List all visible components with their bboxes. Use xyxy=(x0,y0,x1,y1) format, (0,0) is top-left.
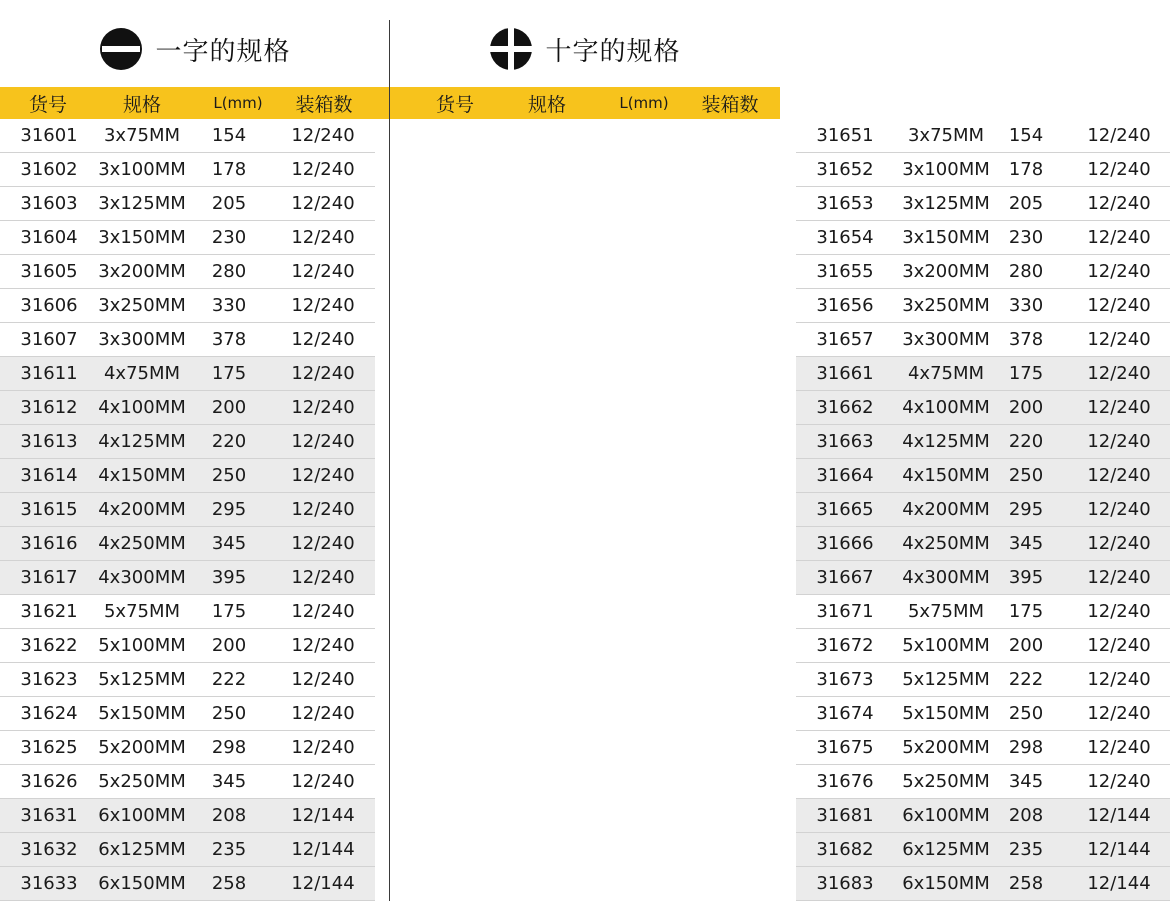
cell-carton-qty: 12/240 xyxy=(291,125,355,146)
cell-item-no: 31602 xyxy=(20,159,78,180)
cell-carton-qty: 12/240 xyxy=(1087,771,1151,792)
cell-item-no: 31605 xyxy=(20,261,78,282)
table-row xyxy=(796,357,1170,391)
table-row xyxy=(796,119,1170,153)
cell-spec: 5x150MM xyxy=(98,703,186,724)
cell-length: 250 xyxy=(211,703,247,724)
table-row xyxy=(796,323,1170,357)
cell-item-no: 31667 xyxy=(816,567,874,588)
cell-spec: 3x300MM xyxy=(902,329,990,350)
table-row xyxy=(796,799,1170,833)
cell-carton-qty: 12/240 xyxy=(291,159,355,180)
table-row xyxy=(796,459,1170,493)
cell-spec: 3x100MM xyxy=(98,159,186,180)
cell-item-no: 31604 xyxy=(20,227,78,248)
cell-item-no: 31614 xyxy=(20,465,78,486)
cell-carton-qty: 12/240 xyxy=(1087,363,1151,384)
cell-carton-qty: 12/240 xyxy=(1087,737,1151,758)
cell-item-no: 31664 xyxy=(816,465,874,486)
table-row xyxy=(796,867,1170,901)
header-item-no: 货号 xyxy=(435,93,475,116)
cell-length: 330 xyxy=(1008,295,1044,316)
cell-spec: 4x100MM xyxy=(98,397,186,418)
cell-spec: 3x200MM xyxy=(902,261,990,282)
cell-spec: 4x125MM xyxy=(98,431,186,452)
cell-length: 200 xyxy=(1008,397,1044,418)
cell-length: 230 xyxy=(1008,227,1044,248)
cell-item-no: 31661 xyxy=(816,363,874,384)
table-row xyxy=(796,833,1170,867)
cell-carton-qty: 12/144 xyxy=(1087,805,1151,826)
table-row xyxy=(796,595,1170,629)
cell-spec: 5x100MM xyxy=(902,635,990,656)
cell-carton-qty: 12/240 xyxy=(1087,431,1151,452)
cell-carton-qty: 12/240 xyxy=(291,295,355,316)
table-row xyxy=(796,255,1170,289)
cell-item-no: 31674 xyxy=(816,703,874,724)
table-row xyxy=(0,731,375,765)
cell-carton-qty: 12/144 xyxy=(1087,839,1151,860)
cell-item-no: 31666 xyxy=(816,533,874,554)
table-row xyxy=(796,425,1170,459)
table-row xyxy=(0,187,375,221)
phillips-header-row xyxy=(390,87,780,119)
cell-item-no: 31621 xyxy=(20,601,78,622)
table-row xyxy=(0,459,375,493)
cell-length: 330 xyxy=(211,295,247,316)
cell-item-no: 31663 xyxy=(816,431,874,452)
table-row xyxy=(796,153,1170,187)
cell-length: 395 xyxy=(211,567,247,588)
header-spec: 规格 xyxy=(122,93,162,116)
cell-spec: 6x125MM xyxy=(902,839,990,860)
table-row xyxy=(0,289,375,323)
cell-spec: 6x150MM xyxy=(902,873,990,894)
cell-length: 175 xyxy=(1008,363,1044,384)
cell-item-no: 31633 xyxy=(20,873,78,894)
cell-length: 222 xyxy=(211,669,247,690)
table-row xyxy=(796,187,1170,221)
cell-spec: 5x250MM xyxy=(902,771,990,792)
cell-spec: 3x75MM xyxy=(907,125,985,146)
cell-carton-qty: 12/240 xyxy=(291,465,355,486)
cell-carton-qty: 12/240 xyxy=(291,363,355,384)
cell-length: 205 xyxy=(1008,193,1044,214)
table-row xyxy=(0,527,375,561)
cell-item-no: 31652 xyxy=(816,159,874,180)
table-row xyxy=(0,493,375,527)
table-row xyxy=(796,221,1170,255)
cell-spec: 5x125MM xyxy=(902,669,990,690)
cell-length: 230 xyxy=(211,227,247,248)
cell-spec: 3x150MM xyxy=(98,227,186,248)
table-row xyxy=(0,697,375,731)
table-row xyxy=(796,629,1170,663)
cell-item-no: 31654 xyxy=(816,227,874,248)
table-row xyxy=(796,663,1170,697)
cell-item-no: 31622 xyxy=(20,635,78,656)
cell-length: 208 xyxy=(1008,805,1044,826)
cell-carton-qty: 12/240 xyxy=(291,669,355,690)
table-row xyxy=(0,323,375,357)
cell-spec: 5x125MM xyxy=(98,669,186,690)
table-row xyxy=(0,867,375,901)
cell-item-no: 31655 xyxy=(816,261,874,282)
cell-length: 175 xyxy=(1008,601,1044,622)
cell-spec: 5x100MM xyxy=(98,635,186,656)
cell-spec: 4x250MM xyxy=(902,533,990,554)
cell-item-no: 31611 xyxy=(20,363,78,384)
cell-carton-qty: 12/144 xyxy=(291,873,355,894)
cell-spec: 4x150MM xyxy=(98,465,186,486)
cell-spec: 3x300MM xyxy=(98,329,186,350)
table-row xyxy=(796,731,1170,765)
cell-length: 298 xyxy=(211,737,247,758)
cell-item-no: 31625 xyxy=(20,737,78,758)
cell-spec: 4x300MM xyxy=(98,567,186,588)
cell-carton-qty: 12/144 xyxy=(291,839,355,860)
table-row xyxy=(0,765,375,799)
cell-carton-qty: 12/240 xyxy=(291,329,355,350)
phillips-title-text: 十字的规格 xyxy=(545,36,681,67)
cell-length: 200 xyxy=(211,397,247,418)
cell-length: 395 xyxy=(1008,567,1044,588)
header-carton-qty: 装箱数 xyxy=(701,93,759,116)
table-row xyxy=(0,221,375,255)
cell-length: 258 xyxy=(1008,873,1044,894)
cell-spec: 4x200MM xyxy=(98,499,186,520)
cell-carton-qty: 12/240 xyxy=(1087,227,1151,248)
cell-length: 345 xyxy=(1008,533,1044,554)
cell-spec: 4x300MM xyxy=(902,567,990,588)
flathead-slot-icon xyxy=(99,27,143,71)
cell-carton-qty: 12/144 xyxy=(1087,873,1151,894)
cell-length: 220 xyxy=(211,431,247,452)
table-row xyxy=(0,833,375,867)
cell-carton-qty: 12/240 xyxy=(291,261,355,282)
cell-carton-qty: 12/240 xyxy=(1087,465,1151,486)
cell-carton-qty: 12/240 xyxy=(291,227,355,248)
cell-spec: 5x75MM xyxy=(103,601,181,622)
cell-carton-qty: 12/240 xyxy=(291,771,355,792)
cell-carton-qty: 12/240 xyxy=(291,567,355,588)
cell-spec: 3x200MM xyxy=(98,261,186,282)
cell-carton-qty: 12/240 xyxy=(291,737,355,758)
cell-length: 280 xyxy=(211,261,247,282)
table-row xyxy=(796,697,1170,731)
cell-length: 175 xyxy=(211,363,247,384)
cell-item-no: 31623 xyxy=(20,669,78,690)
cell-length: 250 xyxy=(1008,703,1044,724)
cell-length: 378 xyxy=(1008,329,1044,350)
cell-spec: 4x125MM xyxy=(902,431,990,452)
cell-carton-qty: 12/240 xyxy=(1087,295,1151,316)
cell-item-no: 31657 xyxy=(816,329,874,350)
cell-item-no: 31672 xyxy=(816,635,874,656)
cell-item-no: 31612 xyxy=(20,397,78,418)
cell-spec: 4x75MM xyxy=(907,363,985,384)
cell-carton-qty: 12/240 xyxy=(1087,635,1151,656)
cell-spec: 6x125MM xyxy=(98,839,186,860)
cell-item-no: 31613 xyxy=(20,431,78,452)
cell-spec: 3x250MM xyxy=(98,295,186,316)
table-row xyxy=(796,561,1170,595)
cell-item-no: 31601 xyxy=(20,125,78,146)
cell-length: 222 xyxy=(1008,669,1044,690)
cell-carton-qty: 12/240 xyxy=(1087,703,1151,724)
cell-spec: 5x250MM xyxy=(98,771,186,792)
cell-item-no: 31681 xyxy=(816,805,874,826)
header-length: L(mm) xyxy=(619,94,669,112)
cell-spec: 5x75MM xyxy=(907,601,985,622)
cell-carton-qty: 12/240 xyxy=(291,431,355,452)
cell-carton-qty: 12/240 xyxy=(291,499,355,520)
cell-carton-qty: 12/240 xyxy=(1087,397,1151,418)
cell-spec: 3x150MM xyxy=(902,227,990,248)
cell-carton-qty: 12/144 xyxy=(291,805,355,826)
cell-length: 154 xyxy=(1008,125,1044,146)
cell-spec: 3x100MM xyxy=(902,159,990,180)
table-row xyxy=(0,255,375,289)
cell-carton-qty: 12/240 xyxy=(291,703,355,724)
table-row xyxy=(796,289,1170,323)
cell-item-no: 31603 xyxy=(20,193,78,214)
cell-item-no: 31632 xyxy=(20,839,78,860)
table-row xyxy=(0,595,375,629)
cell-length: 295 xyxy=(1008,499,1044,520)
cell-length: 154 xyxy=(211,125,247,146)
cell-spec: 3x125MM xyxy=(902,193,990,214)
cell-length: 178 xyxy=(211,159,247,180)
cell-item-no: 31676 xyxy=(816,771,874,792)
cell-spec: 3x125MM xyxy=(98,193,186,214)
cell-length: 178 xyxy=(1008,159,1044,180)
phillips-panel xyxy=(390,0,1151,901)
cell-carton-qty: 12/240 xyxy=(291,601,355,622)
cell-length: 200 xyxy=(1008,635,1044,656)
flathead-table xyxy=(0,119,375,901)
cell-length: 345 xyxy=(211,533,247,554)
cell-carton-qty: 12/240 xyxy=(1087,159,1151,180)
cell-carton-qty: 12/240 xyxy=(1087,193,1151,214)
cell-carton-qty: 12/240 xyxy=(291,193,355,214)
cell-length: 250 xyxy=(1008,465,1044,486)
table-row xyxy=(0,153,375,187)
cell-item-no: 31607 xyxy=(20,329,78,350)
cell-length: 378 xyxy=(211,329,247,350)
header-carton-qty: 装箱数 xyxy=(295,93,353,116)
table-row xyxy=(0,561,375,595)
table-row xyxy=(0,663,375,697)
phillips-table xyxy=(796,119,1170,901)
cell-length: 345 xyxy=(211,771,247,792)
cell-item-no: 31671 xyxy=(816,601,874,622)
cell-length: 280 xyxy=(1008,261,1044,282)
cell-spec: 4x75MM xyxy=(103,363,181,384)
cell-carton-qty: 12/240 xyxy=(1087,601,1151,622)
cell-carton-qty: 12/240 xyxy=(1087,567,1151,588)
table-row xyxy=(0,629,375,663)
cell-length: 175 xyxy=(211,601,247,622)
cell-spec: 4x200MM xyxy=(902,499,990,520)
cell-length: 200 xyxy=(211,635,247,656)
table-row xyxy=(796,527,1170,561)
cell-carton-qty: 12/240 xyxy=(1087,669,1151,690)
cell-spec: 4x150MM xyxy=(902,465,990,486)
cell-spec: 4x250MM xyxy=(98,533,186,554)
flathead-title-text: 一字的规格 xyxy=(155,36,291,67)
cell-spec: 3x75MM xyxy=(103,125,181,146)
cell-length: 205 xyxy=(211,193,247,214)
cell-spec: 3x250MM xyxy=(902,295,990,316)
table-row xyxy=(0,391,375,425)
cell-item-no: 31606 xyxy=(20,295,78,316)
cell-length: 208 xyxy=(211,805,247,826)
cell-spec: 6x100MM xyxy=(902,805,990,826)
flathead-panel xyxy=(0,0,390,901)
cell-carton-qty: 12/240 xyxy=(1087,499,1151,520)
phillips-title xyxy=(390,18,780,80)
header-length: L(mm) xyxy=(213,94,263,112)
cell-spec: 4x100MM xyxy=(902,397,990,418)
cell-item-no: 31624 xyxy=(20,703,78,724)
cell-length: 250 xyxy=(211,465,247,486)
cell-item-no: 31615 xyxy=(20,499,78,520)
table-row xyxy=(796,765,1170,799)
cell-item-no: 31675 xyxy=(816,737,874,758)
cell-spec: 5x150MM xyxy=(902,703,990,724)
cell-length: 345 xyxy=(1008,771,1044,792)
cell-item-no: 31651 xyxy=(816,125,874,146)
cell-carton-qty: 12/240 xyxy=(291,533,355,554)
cell-length: 235 xyxy=(211,839,247,860)
table-row xyxy=(0,357,375,391)
header-spec: 规格 xyxy=(527,93,567,116)
cell-item-no: 31631 xyxy=(20,805,78,826)
table-row xyxy=(0,425,375,459)
header-item-no: 货号 xyxy=(28,93,68,116)
cell-carton-qty: 12/240 xyxy=(1087,329,1151,350)
cell-item-no: 31656 xyxy=(816,295,874,316)
cell-spec: 6x100MM xyxy=(98,805,186,826)
cell-carton-qty: 12/240 xyxy=(1087,261,1151,282)
cell-item-no: 31616 xyxy=(20,533,78,554)
cell-carton-qty: 12/240 xyxy=(291,635,355,656)
cell-item-no: 31617 xyxy=(20,567,78,588)
cell-carton-qty: 12/240 xyxy=(1087,533,1151,554)
cell-item-no: 31626 xyxy=(20,771,78,792)
cell-item-no: 31683 xyxy=(816,873,874,894)
cell-item-no: 31665 xyxy=(816,499,874,520)
cell-length: 258 xyxy=(211,873,247,894)
table-row xyxy=(796,391,1170,425)
cell-item-no: 31673 xyxy=(816,669,874,690)
flathead-header-row xyxy=(0,87,390,119)
phillips-cross-icon xyxy=(489,27,533,71)
cell-length: 298 xyxy=(1008,737,1044,758)
cell-length: 220 xyxy=(1008,431,1044,452)
cell-spec: 5x200MM xyxy=(98,737,186,758)
flathead-title xyxy=(0,18,390,80)
cell-item-no: 31682 xyxy=(816,839,874,860)
cell-carton-qty: 12/240 xyxy=(1087,125,1151,146)
table-row xyxy=(0,799,375,833)
table-row xyxy=(0,119,375,153)
cell-item-no: 31653 xyxy=(816,193,874,214)
cell-carton-qty: 12/240 xyxy=(291,397,355,418)
cell-length: 235 xyxy=(1008,839,1044,860)
cell-item-no: 31662 xyxy=(816,397,874,418)
cell-spec: 5x200MM xyxy=(902,737,990,758)
cell-spec: 6x150MM xyxy=(98,873,186,894)
table-row xyxy=(796,493,1170,527)
cell-length: 295 xyxy=(211,499,247,520)
